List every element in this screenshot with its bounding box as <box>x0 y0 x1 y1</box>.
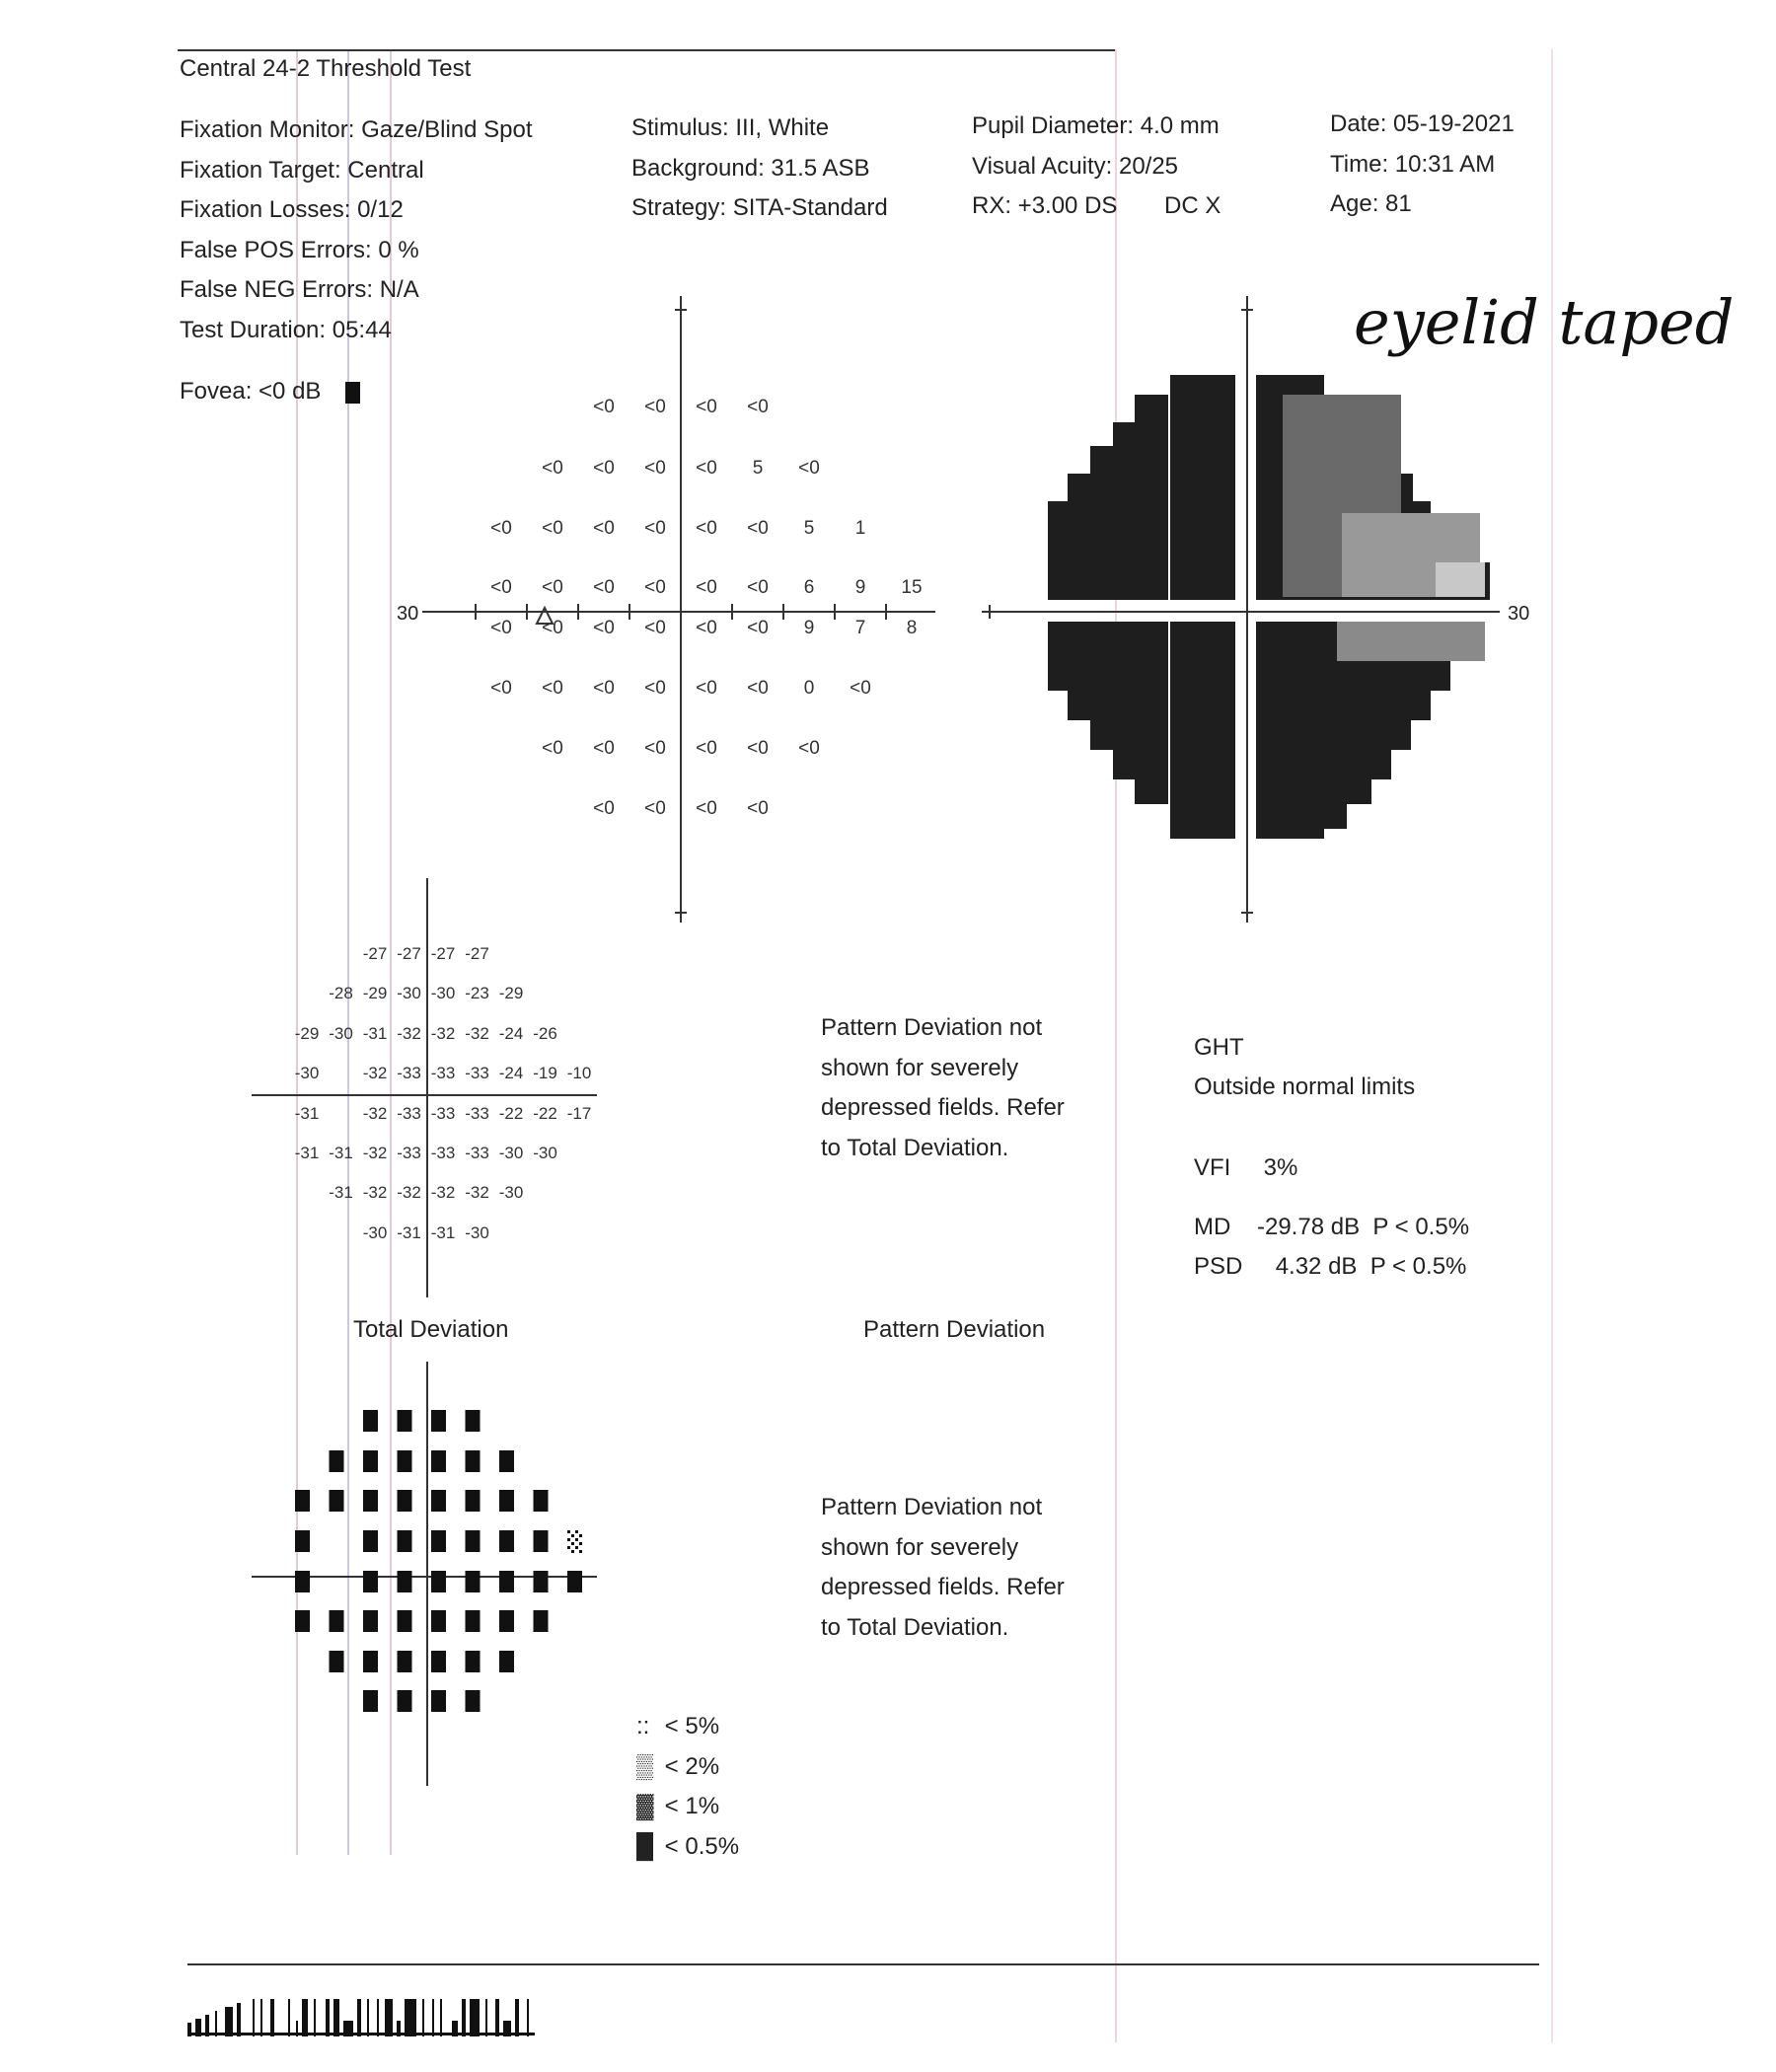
psd-value: PSD 4.32 dB P < 0.5% <box>1194 1253 1467 1280</box>
threshold-value: <0 <box>747 397 769 417</box>
header-rule <box>178 49 1115 51</box>
legend-item <box>636 1833 739 1874</box>
threshold-value: <0 <box>644 618 666 638</box>
threshold-value: <0 <box>593 678 615 699</box>
prob-symbol-solid <box>534 1490 549 1512</box>
false-neg-errors: False NEG Errors: N/A <box>180 276 419 303</box>
barcode-baseline <box>187 2033 535 2035</box>
td-value: -30 <box>533 1144 557 1162</box>
prob-symbol-solid <box>466 1450 481 1472</box>
legend-item <box>636 1793 739 1833</box>
grayscale-upper-right <box>1255 375 1490 600</box>
td-value: -31 <box>294 1104 320 1123</box>
fovea <box>180 378 360 406</box>
prob-symbol-solid <box>466 1571 481 1592</box>
threshold-value: <0 <box>593 518 615 539</box>
legend-item <box>636 1713 739 1753</box>
prob-symbol-solid <box>363 1610 378 1632</box>
pattern-deviation-message-bottom <box>821 1494 1065 1654</box>
threshold-value: <0 <box>593 618 615 638</box>
probability-legend <box>636 1713 739 1873</box>
barcode-bar <box>485 1999 487 2036</box>
prob-symbol-solid <box>363 1450 378 1472</box>
threshold-value: <0 <box>747 678 769 699</box>
td-value: -28 <box>329 984 353 1002</box>
barcode-bar <box>333 1999 339 2036</box>
pd-msg-line: Pattern Deviation not <box>821 1014 1043 1041</box>
strategy: Strategy: SITA-Standard <box>631 194 888 221</box>
pd-msg-line: depressed fields. Refer <box>821 1094 1065 1121</box>
threshold-value: <0 <box>644 397 666 417</box>
barcode-bar <box>260 1999 262 2036</box>
pd-msg-line: to Total Deviation. <box>821 1613 1009 1641</box>
prob-symbol-solid <box>499 1450 514 1472</box>
td-value: -22 <box>498 1104 524 1123</box>
prob-symbol-solid <box>431 1690 446 1712</box>
td-value: -30 <box>465 1223 489 1242</box>
threshold-value: <0 <box>747 738 769 759</box>
fovea-marker-icon <box>345 382 360 404</box>
td-value: -26 <box>533 1024 557 1043</box>
prob-symbol-solid <box>398 1571 412 1592</box>
prob-symbol-solid <box>330 1450 344 1472</box>
td-value: -32 <box>430 1183 456 1202</box>
header-col4 <box>1330 111 1515 231</box>
test-duration: Test Duration: 05:44 <box>180 316 392 343</box>
td-value: -32 <box>430 1024 456 1043</box>
barcode-bar <box>385 1999 393 2036</box>
prob-symbol-solid <box>363 1651 378 1672</box>
td-value: -31 <box>294 1144 320 1162</box>
threshold-value: <0 <box>747 518 769 539</box>
prob-symbol-solid <box>466 1690 481 1712</box>
threshold-value: <0 <box>542 518 563 539</box>
background: Background: 31.5 ASB <box>631 154 870 182</box>
threshold-value: <0 <box>644 458 666 479</box>
td-value: -23 <box>465 984 489 1002</box>
visual-acuity: Visual Acuity: 20/25 <box>972 152 1179 180</box>
td-value: -22 <box>533 1104 557 1123</box>
pattern-deviation-message-top <box>821 1014 1065 1174</box>
barcode-bar <box>422 1999 424 2036</box>
legend-item <box>636 1753 739 1794</box>
legend-light-pattern-icon: ▒ <box>636 1752 654 1780</box>
fixation-target: Fixation Target: Central <box>180 156 424 184</box>
prob-symbol-solid <box>534 1530 549 1552</box>
date: Date: 05-19-2021 <box>1330 111 1515 137</box>
barcode-bar <box>377 1999 379 2036</box>
td-value: -33 <box>465 1144 489 1162</box>
pupil-diameter: Pupil Diameter: 4.0 mm <box>972 112 1220 139</box>
threshold-value: 0 <box>803 678 815 699</box>
prob-symbol-solid <box>398 1490 412 1512</box>
footer-rule <box>187 1963 1539 1965</box>
td-value: -33 <box>397 1144 421 1162</box>
prob-symbol-solid <box>499 1610 514 1632</box>
prob-symbol-solid <box>330 1651 344 1672</box>
prob-symbol-solid <box>431 1410 446 1432</box>
prob-symbol-solid <box>363 1410 378 1432</box>
threshold-value: <0 <box>593 397 615 417</box>
td-value: -33 <box>465 1064 489 1082</box>
td-value: -31 <box>397 1223 421 1242</box>
prob-dot <box>567 1538 570 1541</box>
td-value: -33 <box>397 1104 421 1123</box>
time: Time: 10:31 AM <box>1330 150 1496 178</box>
grayscale-lower-right <box>1255 622 1485 839</box>
td-value: -33 <box>430 1064 456 1082</box>
td-value: -10 <box>566 1064 592 1082</box>
prob-symbol-solid <box>431 1490 446 1512</box>
barcode-bar <box>462 1999 466 2036</box>
td-value: -30 <box>294 1064 320 1082</box>
threshold-value: <0 <box>644 577 666 598</box>
td-value: -30 <box>498 1183 524 1202</box>
prob-dot <box>579 1550 582 1553</box>
threshold-value: <0 <box>490 678 512 699</box>
md-value: MD -29.78 dB P < 0.5% <box>1194 1214 1470 1240</box>
pattern-deviation-label: Pattern Deviation <box>863 1316 1046 1343</box>
threshold-value: <0 <box>696 678 717 699</box>
threshold-value: 8 <box>906 618 918 638</box>
barcode-bar <box>495 1999 499 2036</box>
threshold-value: <0 <box>644 678 666 699</box>
td-value: -33 <box>397 1064 421 1082</box>
vfi-value: VFI 3% <box>1194 1154 1298 1181</box>
prob-symbol-dense <box>567 1530 582 1553</box>
td-value: -24 <box>498 1024 524 1043</box>
prob-dot <box>571 1550 574 1553</box>
threshold-value: <0 <box>747 798 769 819</box>
threshold-value: <0 <box>490 518 512 539</box>
td-value: -17 <box>566 1104 592 1123</box>
ght-label: GHT <box>1194 1034 1244 1061</box>
prob-symbol-solid <box>567 1571 582 1592</box>
grayscale-lower-left <box>1048 622 1236 839</box>
barcode-bar <box>440 1999 442 2036</box>
threshold-value: 9 <box>854 577 866 598</box>
prob-symbol-solid <box>431 1530 446 1552</box>
prob-symbol-solid <box>431 1651 446 1672</box>
prob-symbol-solid <box>431 1610 446 1632</box>
td-value: -33 <box>430 1144 456 1162</box>
td-value: -31 <box>362 1024 388 1043</box>
grayscale-axis-label: 30 <box>1508 603 1530 625</box>
prob-symbol-solid <box>398 1690 412 1712</box>
prob-symbol-solid <box>363 1690 378 1712</box>
barcode-bar <box>515 1999 519 2036</box>
prob-symbol-solid <box>431 1450 446 1472</box>
td-value: -32 <box>362 1064 388 1082</box>
prob-symbol-solid <box>363 1571 378 1592</box>
dc-value: DC X <box>1164 192 1221 219</box>
threshold-value: <0 <box>696 798 717 819</box>
td-value: -30 <box>329 1024 353 1043</box>
barcode-bar <box>405 1999 416 2036</box>
td-value: -27 <box>465 944 489 963</box>
threshold-value: <0 <box>696 518 717 539</box>
threshold-value: <0 <box>798 458 820 479</box>
prob-dot <box>579 1534 582 1537</box>
barcode-bar <box>270 1999 274 2036</box>
prob-dot <box>575 1530 578 1533</box>
td-value: -29 <box>362 984 388 1002</box>
barcode-bar <box>237 2003 241 2036</box>
grayscale-stipple-region <box>1337 622 1485 661</box>
td-value: -19 <box>533 1064 557 1082</box>
threshold-value: <0 <box>696 618 717 638</box>
pd-msg-line: shown for severely <box>821 1533 1019 1561</box>
threshold-value: 5 <box>752 458 764 479</box>
handwritten-note: eyelid taped <box>1354 286 1735 358</box>
threshold-value: <0 <box>644 738 666 759</box>
prob-symbol-solid <box>466 1610 481 1632</box>
td-value: -33 <box>430 1104 456 1123</box>
barcode-bar <box>357 1999 361 2036</box>
test-title: Central 24-2 Threshold Test <box>180 55 472 82</box>
td-value: -32 <box>397 1024 421 1043</box>
threshold-value: 15 <box>901 577 923 598</box>
prob-symbol-solid <box>499 1651 514 1672</box>
legend-dense-pattern-icon: ▓ <box>636 1793 654 1819</box>
prob-symbol-solid <box>398 1610 412 1632</box>
grayscale-light-region <box>1436 562 1485 597</box>
age: Age: 81 <box>1330 190 1412 217</box>
threshold-value: <0 <box>696 577 717 598</box>
td-value: -31 <box>329 1144 353 1162</box>
td-value: -32 <box>362 1183 388 1202</box>
header-col2 <box>631 114 888 235</box>
threshold-value: <0 <box>593 577 615 598</box>
threshold-value: <0 <box>593 458 615 479</box>
legend-label: < 1% <box>664 1793 720 1819</box>
stimulus: Stimulus: III, White <box>631 114 830 141</box>
threshold-value: <0 <box>696 738 717 759</box>
td-value: -27 <box>362 944 388 963</box>
prob-symbol-solid <box>466 1530 481 1552</box>
prob-symbol-solid <box>499 1530 514 1552</box>
threshold-value: 6 <box>803 577 815 598</box>
threshold-value: <0 <box>593 798 615 819</box>
barcode-bar <box>326 1999 330 2036</box>
td-value: -31 <box>329 1183 353 1202</box>
header-col1 <box>180 116 533 356</box>
td-value: -33 <box>465 1104 489 1123</box>
legend-label: < 0.5% <box>664 1832 740 1860</box>
threshold-value: <0 <box>593 738 615 759</box>
prob-dot <box>571 1542 574 1545</box>
td-value: -32 <box>465 1183 489 1202</box>
grayscale-upper-left <box>1048 375 1236 600</box>
prob-symbol-solid <box>499 1571 514 1592</box>
prob-symbol-solid <box>534 1571 549 1592</box>
pd-msg-line: depressed fields. Refer <box>821 1574 1065 1600</box>
prob-symbol-solid <box>398 1651 412 1672</box>
prob-dot <box>579 1542 582 1545</box>
prob-symbol-solid <box>499 1490 514 1512</box>
grayscale-light-region <box>1342 513 1480 597</box>
barcode-bar <box>225 2007 233 2036</box>
barcode-bar <box>314 1999 316 2036</box>
prob-symbol-solid <box>398 1450 412 1472</box>
barcode-icon <box>187 1993 740 2036</box>
td-value: -32 <box>465 1024 489 1043</box>
td-value: -32 <box>362 1104 388 1123</box>
threshold-value: <0 <box>747 618 769 638</box>
barcode-bar <box>302 1999 308 2036</box>
prob-symbol-solid <box>431 1571 446 1592</box>
td-value: -30 <box>498 1144 524 1162</box>
pd-msg-line: Pattern Deviation not <box>821 1494 1043 1520</box>
barcode-bar <box>527 1999 529 2036</box>
prob-dot <box>575 1546 578 1549</box>
prob-dot <box>567 1546 570 1549</box>
blind-spot-icon <box>537 608 553 624</box>
threshold-value: <0 <box>850 678 871 699</box>
prob-symbol-solid <box>330 1610 344 1632</box>
td-value: -30 <box>362 1223 388 1242</box>
fovea-label: Fovea: <0 dB <box>180 378 322 405</box>
false-pos-errors: False POS Errors: 0 % <box>180 236 419 263</box>
fixation-monitor: Fixation Monitor: Gaze/Blind Spot <box>180 116 533 143</box>
barcode-bar <box>432 1999 434 2036</box>
prob-symbol-solid <box>534 1610 549 1632</box>
prob-symbol-solid <box>363 1490 378 1512</box>
threshold-value: 7 <box>854 618 866 638</box>
scan-line <box>1115 49 1117 2042</box>
threshold-value: 5 <box>803 518 815 539</box>
threshold-value: <0 <box>696 458 717 479</box>
barcode-bar <box>288 1999 290 2036</box>
threshold-value: 9 <box>803 618 815 638</box>
threshold-value: <0 <box>542 618 563 638</box>
threshold-value: <0 <box>490 618 512 638</box>
legend-solid-square-icon: █ <box>636 1832 654 1860</box>
barcode-bar <box>470 1999 480 2036</box>
legend-dots-icon: :: <box>636 1713 650 1739</box>
threshold-value: <0 <box>542 678 563 699</box>
prob-symbol-solid <box>466 1651 481 1672</box>
td-value: -24 <box>498 1064 524 1082</box>
td-value: -27 <box>397 944 421 963</box>
td-value: -30 <box>430 984 456 1002</box>
prob-dot <box>567 1530 570 1533</box>
total-deviation-label: Total Deviation <box>353 1316 509 1343</box>
prob-symbol-solid <box>398 1530 412 1552</box>
threshold-value: <0 <box>644 518 666 539</box>
td-value: -29 <box>498 984 524 1002</box>
threshold-value: <0 <box>696 397 717 417</box>
threshold-value: <0 <box>542 738 563 759</box>
td-value: -30 <box>397 984 421 1002</box>
prob-dot <box>575 1538 578 1541</box>
fixation-losses: Fixation Losses: 0/12 <box>180 196 404 223</box>
grayscale-stipple-region <box>1283 395 1401 597</box>
rx: RX: +3.00 DS <box>972 192 1118 219</box>
td-value: -31 <box>430 1223 456 1242</box>
threshold-axis-label: 30 <box>397 603 419 625</box>
prob-symbol-solid <box>330 1490 344 1512</box>
td-value: -32 <box>397 1183 421 1202</box>
threshold-value: <0 <box>747 577 769 598</box>
threshold-value: 1 <box>854 518 866 539</box>
threshold-value: <0 <box>490 577 512 598</box>
legend-label: < 2% <box>664 1752 720 1780</box>
td-value: -27 <box>430 944 456 963</box>
legend-label: < 5% <box>664 1713 720 1739</box>
threshold-value: <0 <box>542 577 563 598</box>
prob-symbol-solid <box>363 1530 378 1552</box>
prob-symbol-solid <box>466 1490 481 1512</box>
td-value: -32 <box>362 1144 388 1162</box>
threshold-value: <0 <box>542 458 563 479</box>
prob-dot <box>571 1534 574 1537</box>
threshold-value: <0 <box>644 798 666 819</box>
td-value: -29 <box>294 1024 320 1043</box>
ght-value: Outside normal limits <box>1194 1073 1416 1100</box>
threshold-value: <0 <box>798 738 820 759</box>
barcode-bar <box>253 1999 255 2036</box>
prob-symbol-solid <box>398 1410 412 1432</box>
pd-msg-line: to Total Deviation. <box>821 1134 1009 1161</box>
prob-symbol-solid <box>466 1410 481 1432</box>
barcode-bar <box>367 1999 369 2036</box>
pd-msg-line: shown for severely <box>821 1054 1019 1081</box>
